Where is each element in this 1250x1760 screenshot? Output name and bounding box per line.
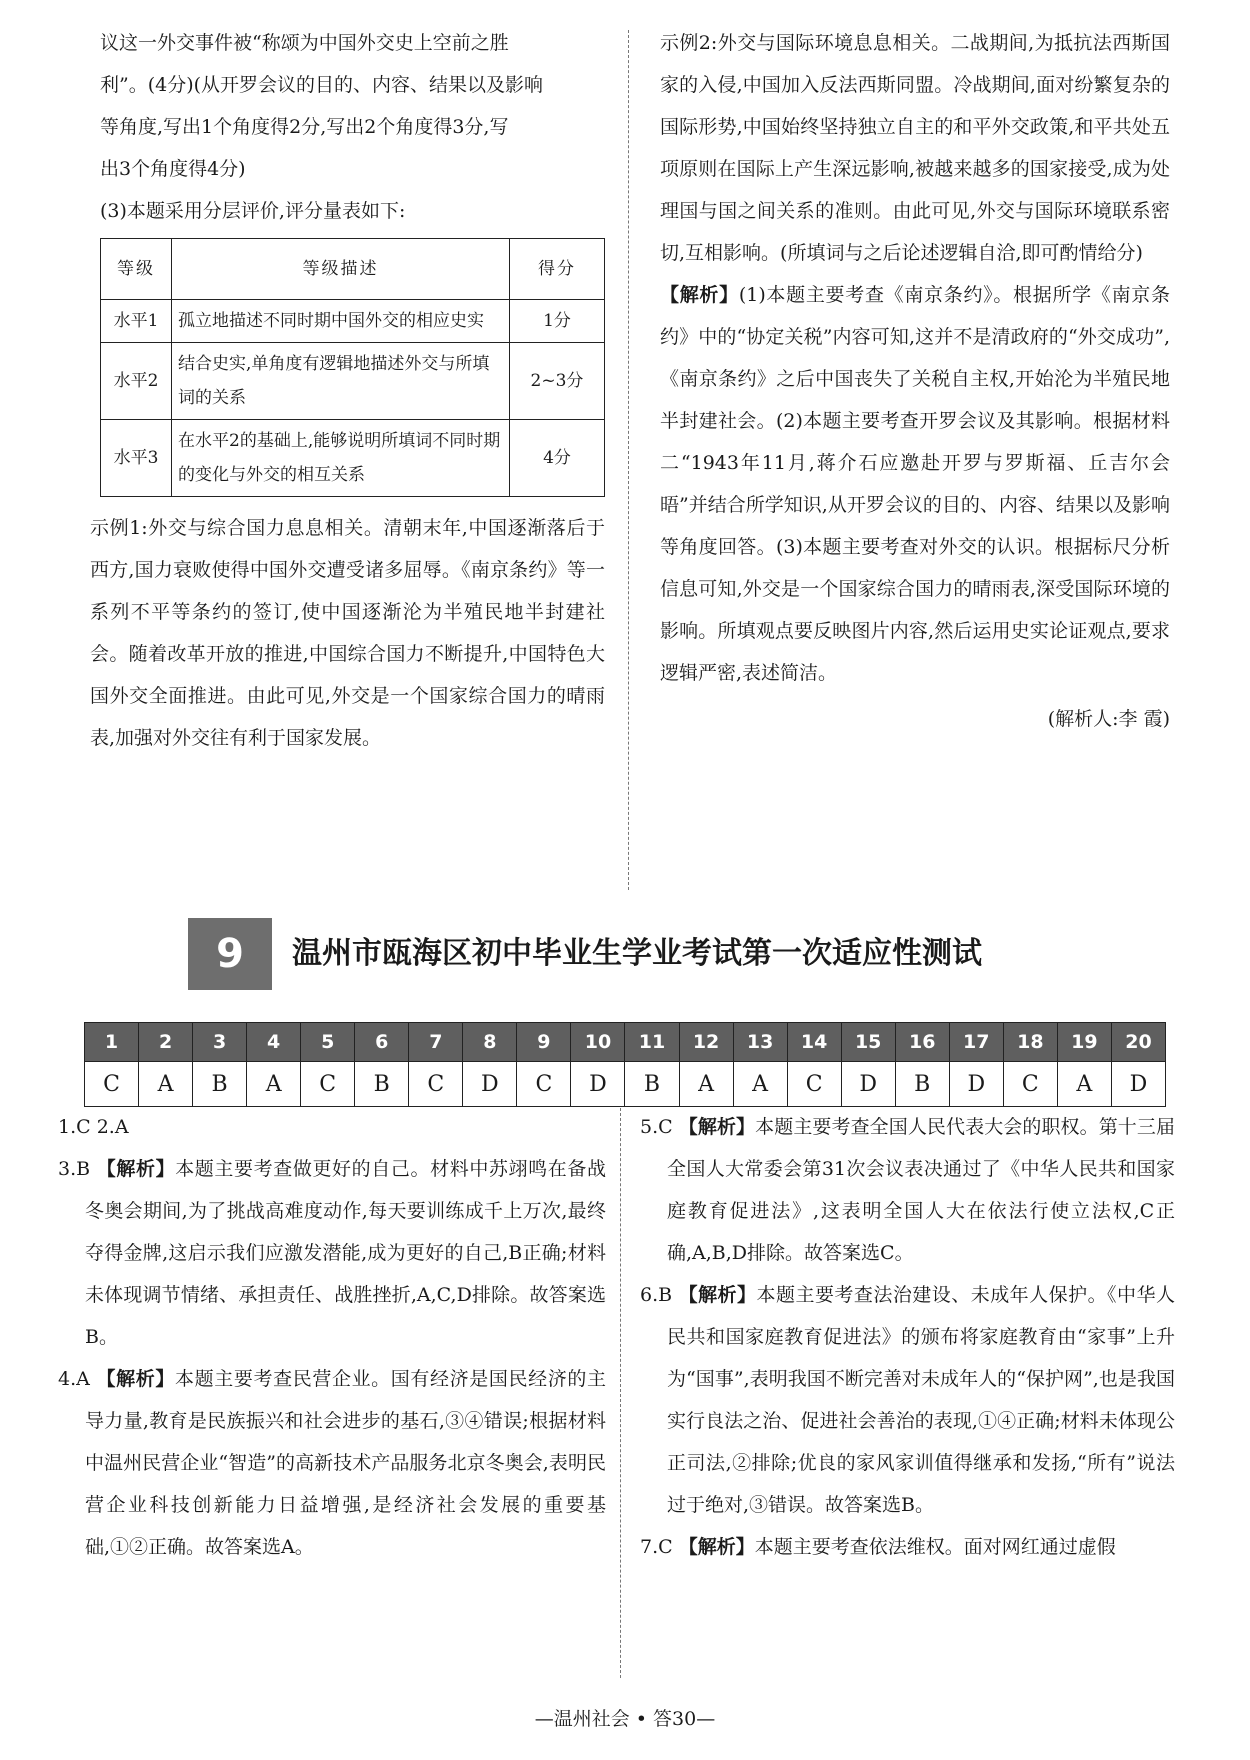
description-cell: 在水平2的基础上,能够说明所填词不同时期的变化与外交的相互关系 [172,420,510,497]
analysis-label: 【解析】 [678,1116,756,1138]
item-head: 7.C [640,1536,679,1558]
answer-cell: C [85,1062,139,1107]
table-header: 等级描述 [172,239,510,300]
score-cell: 2~3分 [510,343,605,420]
question-number-cell: 17 [949,1023,1003,1062]
answer-key-table [84,1022,1166,1107]
level-cell: 水平2 [101,343,172,420]
answer-cell: B [895,1062,949,1107]
item-text: 本题主要考查民营企业。国有经济是国民经济的主导力量,教育是民族振兴和社会进步的基石,③④错误;根据材料中温州民营企业“智造”的高新技术产品服务北京冬奥会,表明民营企业科技创新能力日益增强,是经济社会发展的重要基础,①②正确。故答案选A。 [85,1368,606,1558]
answer-cell: D [1111,1062,1165,1107]
question-number-cell: 12 [679,1023,733,1062]
question-number-cell: 1 [85,1023,139,1062]
question-number-cell: 6 [355,1023,409,1062]
answer-cell: B [625,1062,679,1107]
page-footer: —温州社会 • 答30— [534,1708,716,1730]
answer-cell: A [139,1062,193,1107]
answer-cell: C [787,1062,841,1107]
column-divider [620,1108,621,1678]
item-head: 4.A [58,1368,97,1390]
description-cell: 结合史实,单角度有逻辑地描述外交与所填词的关系 [172,343,510,420]
item-text: 本题主要考查全国人民代表大会的职权。第十三届全国人大常委会第31次会议表决通过了《中华人民共和国家庭教育促进法》,这表明全国人大在依法行使立法权,C正确,A,B,D排除。故答案选C。 [667,1116,1175,1264]
table-row [101,300,605,343]
question-number-cell: 2 [139,1023,193,1062]
item-text: 本题主要考查依法维权。面对网红通过虚假 [754,1536,1116,1558]
score-cell: 1分 [510,300,605,343]
table-header-row [101,239,605,300]
question-number-cell: 8 [463,1023,517,1062]
level-cell: 水平3 [101,420,172,497]
question-number-cell: 11 [625,1023,679,1062]
answer-cell: D [949,1062,1003,1107]
question-number-cell: 10 [571,1023,625,1062]
table-header: 得分 [510,239,605,300]
question-number-cell: 5 [301,1023,355,1062]
scoring-intro: (3)本题采用分层评价,评分量表如下: [100,200,406,222]
answer-item-6 [640,1274,1175,1526]
question-number-cell: 7 [409,1023,463,1062]
answer-cell: C [301,1062,355,1107]
bottom-left-column [58,1106,606,1568]
answer-line: 出3个角度得4分) [100,158,246,180]
question-number-cell: 18 [1003,1023,1057,1062]
answer-item-7 [640,1526,1175,1568]
answer-cell: C [1003,1062,1057,1107]
item-head: 6.B [640,1284,679,1306]
analysis-label: 【解析】 [96,1158,176,1180]
analysis-label: 【解析】 [660,284,739,306]
level-cell: 水平1 [101,300,172,343]
question-number-cell: 20 [1111,1023,1165,1062]
score-cell: 4分 [510,420,605,497]
item-text: 本题主要考查法治建设、未成年人保护。《中华人民共和国家庭教育促进法》的颁布将家庭教育由“家事”上升为“国事”,表明我国不断完善对未成年人的“保护网”,也是我国实行良法之治、促进社会善治的表现,①④正确;材料未体现公正司法,②排除;优良的家风家训值得继承和发扬,“所有”说法过于绝对,③错误。故答案选B。 [667,1284,1175,1516]
analysis-label: 【解析】 [678,1536,755,1558]
example-2: 示例2:外交与国际环境息息相关。二战期间,为抵抗法西斯国家的入侵,中国加入反法西斯同盟。冷战期间,面对纷繁复杂的国际形势,中国始终坚持独立自主的和平外交政策,和平共处五项原则在国际上产生深远影响,被越来越多的国家接受,成为处理国与国之间关系的准则。由此可见,外交与国际环境联系密切,互相影响。(所填词与之后论述逻辑自洽,即可酌情给分) [660,32,1170,264]
answer-cell: B [355,1062,409,1107]
answer-cell: A [679,1062,733,1107]
answer-item-5 [640,1106,1175,1274]
question-number-cell: 14 [787,1023,841,1062]
answer-row [85,1062,1166,1107]
description-cell: 孤立地描述不同时期中国外交的相应史实 [172,300,510,343]
top-right-column [660,22,1170,740]
scoring-table [100,238,605,497]
table-row [101,420,605,497]
answer-item-3 [58,1148,606,1358]
analysis-paragraph [660,274,1170,694]
top-left-column [90,22,605,759]
analyst-signature: (解析人:李 霞) [1047,708,1170,730]
answer-cell: D [841,1062,895,1107]
section-number: 9 [188,918,272,990]
question-number-cell: 16 [895,1023,949,1062]
question-number-cell: 15 [841,1023,895,1062]
answer-line: 利”。(4分)(从开罗会议的目的、内容、结果以及影响 [100,74,544,96]
section-banner [188,918,1088,990]
item-text: 本题主要考查做更好的自己。材料中苏翊鸣在备战冬奥会期间,为了挑战高难度动作,每天要训练成千上万次,最终夺得金牌,这启示我们应激发潜能,成为更好的自己,B正确;材料未体现调节情绪、承担责任、战胜挫折,A,C,D排除。故答案选B。 [85,1158,606,1348]
answer-cell: D [571,1062,625,1107]
answer-cell: A [733,1062,787,1107]
item-head: 5.C [640,1116,679,1138]
bottom-right-column [640,1106,1175,1568]
answer-cell: A [1057,1062,1111,1107]
question-number-cell: 9 [517,1023,571,1062]
column-divider [628,30,629,890]
example-1: 示例1:外交与综合国力息息相关。清朝末年,中国逐渐落后于西方,国力衰败使得中国外交遭受诸多屈辱。《南京条约》等一系列不平等条约的签订,使中国逐渐沦为半殖民地半封建社会。随着改革开放的推进,中国综合国力不断提升,中国特色大国外交全面推进。由此可见,外交是一个国家综合国力的晴雨表,加强对外交往有利于国家发展。 [90,517,605,749]
analysis-label: 【解析】 [96,1368,175,1390]
answer-cell: D [463,1062,517,1107]
table-row [101,343,605,420]
answer-q1-q2: 1.C 2.A [58,1116,129,1138]
analysis-text: (1)本题主要考查《南京条约》。根据所学《南京条约》中的“协定关税”内容可知,这并不是清政府的“外交成功”,《南京条约》之后中国丧失了关税自主权,开始沦为半殖民地半封建社会。(2)本题主要考查开罗会议及其影响。根据材料二“1943年11月,蒋介石应邀赴开罗与罗斯福、丘吉尔会晤”并结合所学知识,从开罗会议的目的、内容、结果以及影响等角度回答。(3)本题主要考查对外交的认识。根据标尺分析信息可知,外交是一个国家综合国力的晴雨表,深受国际环境的影响。所填观点要反映图片内容,然后运用史实论证观点,要求逻辑严密,表述简洁。 [660,284,1170,684]
question-number-cell: 3 [193,1023,247,1062]
answer-line: 等角度,写出1个角度得2分,写出2个角度得3分,写 [100,116,509,138]
question-number-row [85,1023,1166,1062]
section-title: 温州市瓯海区初中毕业生学业考试第一次适应性测试 [292,936,982,971]
answer-cell: B [193,1062,247,1107]
answer-cell: C [409,1062,463,1107]
answer-item-4 [58,1358,606,1568]
analysis-label: 【解析】 [678,1284,757,1306]
question-number-cell: 13 [733,1023,787,1062]
question-number-cell: 4 [247,1023,301,1062]
table-header: 等级 [101,239,172,300]
answer-cell: C [517,1062,571,1107]
answer-cell: A [247,1062,301,1107]
item-head: 3.B [58,1158,97,1180]
answer-line: 议这一外交事件被“称颂为中国外交史上空前之胜 [100,32,509,54]
question-number-cell: 19 [1057,1023,1111,1062]
